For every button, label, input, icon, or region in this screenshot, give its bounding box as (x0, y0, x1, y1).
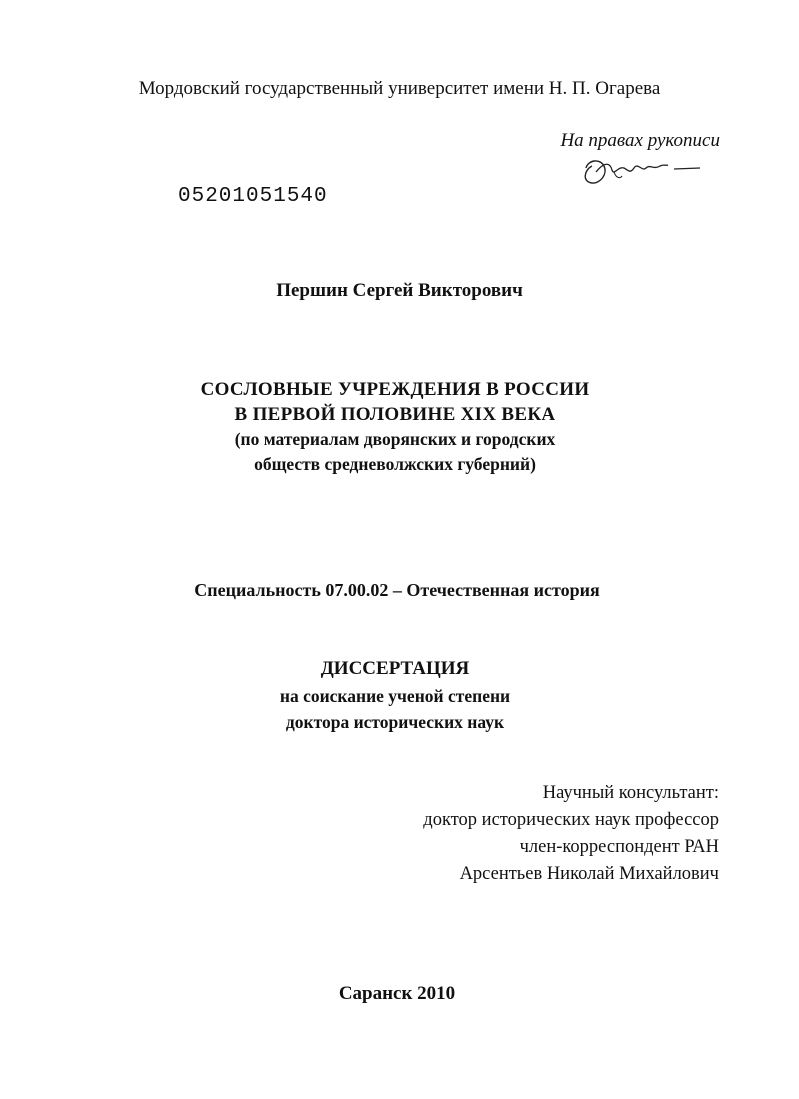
consultant-degree: доктор исторических наук профессор (423, 810, 719, 830)
title-line-2: В ПЕРВОЙ ПОЛОВИНЕ XIX ВЕКА (234, 404, 556, 425)
scientific-consultant (380, 780, 719, 888)
dissertation-type (0, 655, 790, 735)
consultant-name: Арсентьев Николай Михайлович (459, 864, 719, 884)
archive-number: 05201051540 (178, 185, 328, 208)
university-name: Мордовский государственный университет имени Н. П. Огарева (138, 78, 661, 99)
dissertation-heading: ДИССЕРТАЦИЯ (320, 658, 470, 679)
city-year: Саранск 2010 (338, 983, 456, 1004)
title-line-1: СОСЛОВНЫЕ УЧРЕЖДЕНИЯ В РОССИИ (200, 379, 590, 400)
subtitle-line-2: обществ средневолжских губерний) (254, 454, 536, 474)
dissertation-title (0, 377, 790, 477)
consultant-position: член-корреспондент РАН (519, 837, 719, 857)
consultant-label: Научный консультант: (542, 783, 719, 803)
degree-line-1: на соискание ученой степени (279, 686, 511, 706)
handwritten-signature (578, 152, 708, 188)
specialty: Специальность 07.00.02 – Отечественная история (194, 580, 600, 600)
degree-line-2: доктора исторических наук (285, 712, 505, 732)
manuscript-note: На правах рукописи (560, 130, 720, 151)
author-name: Першин Сергей Викторович (276, 280, 523, 301)
subtitle-line-1: (по материалам дворянских и городских (234, 429, 556, 449)
